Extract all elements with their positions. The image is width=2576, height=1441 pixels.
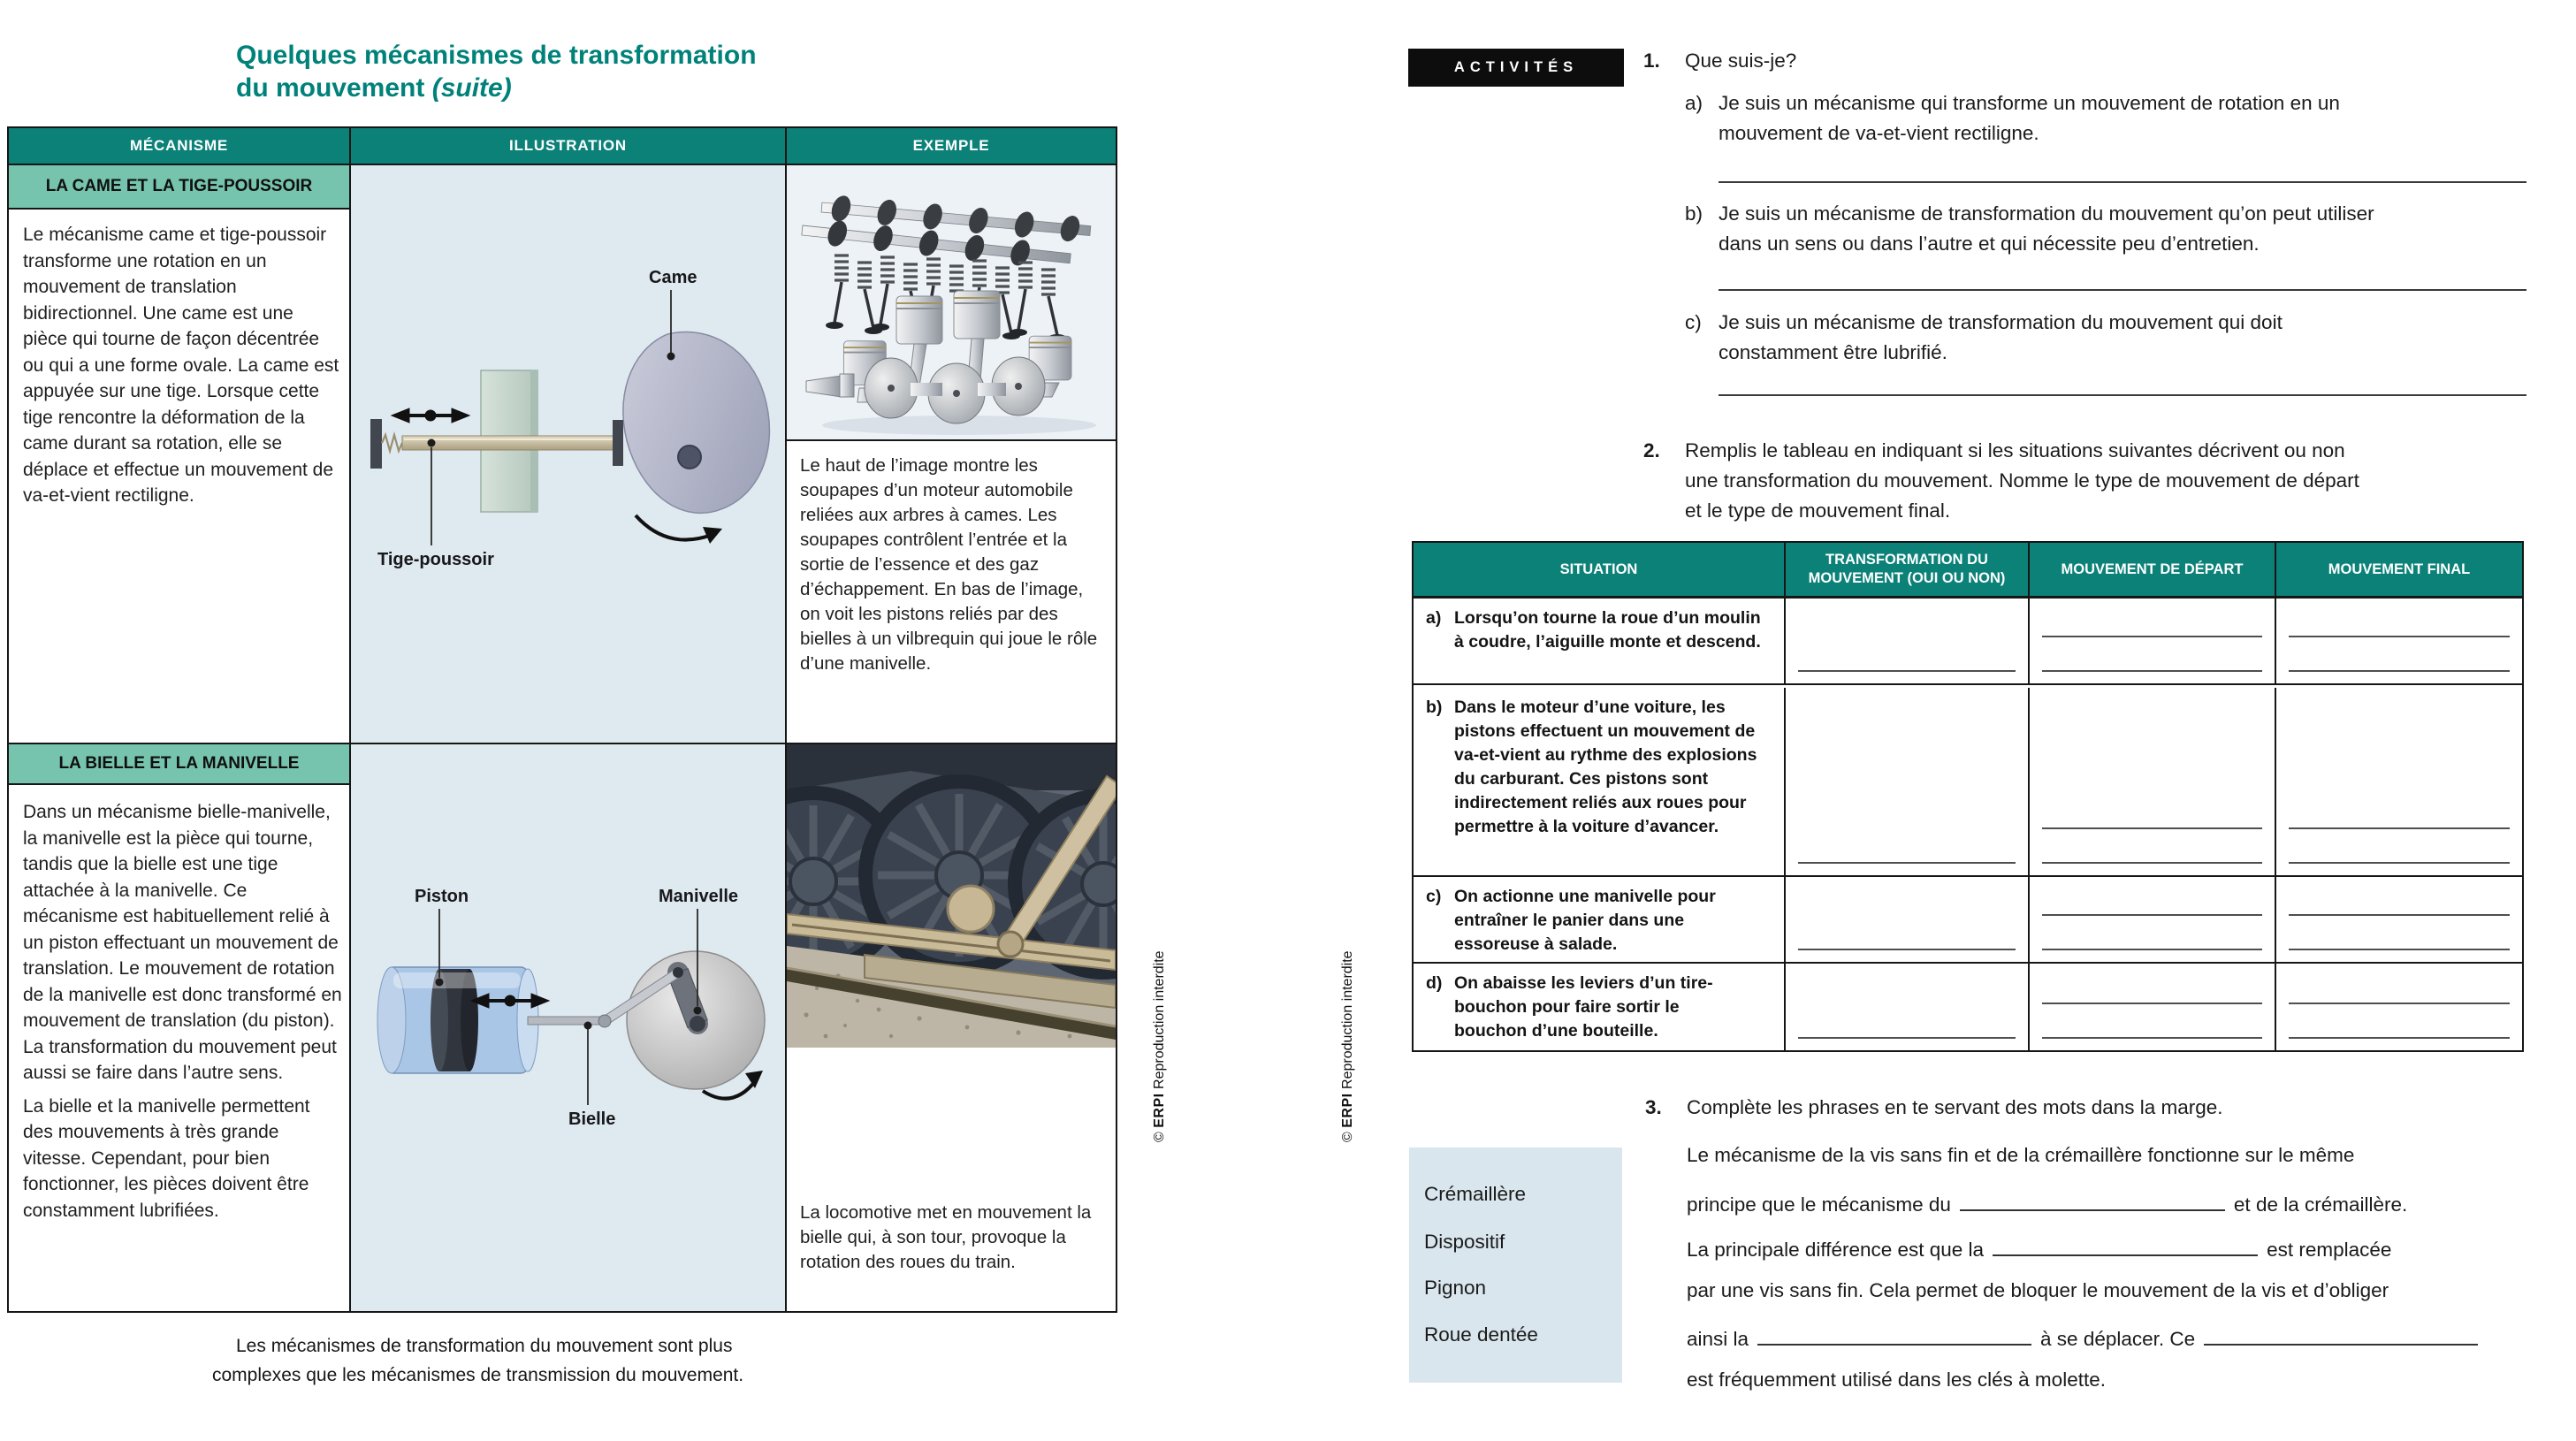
- q2-row-b-depart: [2030, 688, 2276, 878]
- tige-poussoir-label: Tige-poussoir: [377, 550, 494, 569]
- q2-row-c-depart: [2030, 877, 2276, 964]
- manivelle-pointer-dot: [694, 1007, 702, 1015]
- footer-note-line1: Les mécanismes de transformation du mouvement sont plus: [236, 1336, 733, 1356]
- q3-question: Complète les phrases en te servant des mots dans la marge.: [1687, 1096, 2223, 1118]
- came-pointer-dot: [667, 353, 675, 361]
- rotation-arrow: [636, 515, 722, 544]
- q2-row-b-label: b): [1426, 697, 1443, 717]
- q2-line1: Remplis le tableau en indiquant si les situations suivantes décrivent ou non: [1685, 439, 2345, 461]
- answer-blank[interactable]: [2289, 949, 2510, 950]
- q1-number: 1.: [1643, 50, 1660, 72]
- q1a-line2: mouvement de va-et-vient rectiligne.: [1719, 122, 2039, 144]
- answer-blank[interactable]: [2042, 670, 2262, 672]
- mechanism-table: [7, 126, 1117, 1313]
- q1a-label: a): [1685, 92, 1703, 114]
- bielle-description-p2: La bielle et la manivelle permettent des mouvements à très grande vitesse. Cependant, pour bien fonctionner, les pièces doivent être constamment lubrifiées.: [23, 1095, 310, 1221]
- q3-number: 3.: [1645, 1096, 1662, 1118]
- answer-blank[interactable]: [2289, 914, 2510, 916]
- copyright-left: © ERPI Reproduction interdite: [1152, 950, 1167, 1142]
- came-example-caption: Le haut de l’image montre les soupapes d’un moteur automobile reliées aux arbres à cames. Les soupapes contrôlent l’entrée et la sortie de l’essence et des gaz d’échappement. En bas de l’image, on voit les pistons reliés par des bielles à un vilbrequin qui joue le rôle d’une manivelle.: [800, 455, 1098, 674]
- back-and-forth-arrow: [392, 408, 469, 423]
- bielle-description-p1: Dans un mécanisme bielle-manivelle, la manivelle est la pièce qui tourne, tandis que la bielle est une tige attachée à la manivelle. Ce mécanisme est habituellement relié à un piston effectuant un mouvement de translation. Le mouvement de rotation de la manivelle est donc transformé en mouvement de translation (du piston). La transformation du mouvement peut aussi se faire dans l’autre sens.: [23, 802, 342, 1083]
- answer-blank[interactable]: [1960, 1189, 2225, 1211]
- piston-label: Piston: [415, 887, 469, 906]
- q3-fill-line4: par une vis sans fin. Cela permet de bloquer le mouvement de la vis et d’obliger: [1687, 1279, 2389, 1301]
- q1c-label: c): [1685, 311, 1702, 333]
- column-header-illustration: ILLUSTRATION: [351, 128, 787, 165]
- activities-badge: ACTIVITÉS: [1408, 49, 1624, 87]
- cell-mecanisme-bielle: [9, 744, 351, 1311]
- page-title-suite: (suite): [431, 73, 512, 103]
- q2-row-d-oui-non: [1786, 964, 2030, 1050]
- answer-blank[interactable]: [2042, 1037, 2262, 1039]
- answer-blank[interactable]: [2204, 1323, 2478, 1346]
- column-header-exemple: EXEMPLE: [787, 128, 1116, 165]
- q2-header-final: MOUVEMENT FINAL: [2276, 543, 2522, 599]
- tige-pointer-dot: [428, 439, 436, 447]
- q1b-line2: dans un sens ou dans l’autre et qui nécessite peu d’entretien.: [1719, 233, 2260, 255]
- return-spring: [382, 435, 402, 451]
- word-bank-item: Roue dentée: [1424, 1323, 1538, 1346]
- word-bank: [1409, 1147, 1622, 1383]
- answer-blank[interactable]: [2042, 914, 2262, 916]
- locomotive-photo-graphic: [787, 744, 1116, 1048]
- q1a-line1: Je suis un mécanisme qui transforme un mouvement de rotation en un: [1719, 92, 2340, 114]
- rod-joint: [998, 932, 1023, 957]
- answer-blank[interactable]: [1798, 1037, 2016, 1039]
- q2-number: 2.: [1643, 439, 1660, 461]
- q2-row-c-final: [2276, 877, 2522, 964]
- answer-blank[interactable]: [1757, 1323, 2031, 1346]
- answer-blank[interactable]: [2289, 827, 2510, 829]
- q2-row-d-depart: [2030, 964, 2276, 1050]
- q2-row-a-label: a): [1426, 608, 1442, 628]
- cam-pushrod-illustration: [351, 165, 787, 743]
- answer-blank[interactable]: [1798, 949, 2016, 950]
- manivelle-label: Manivelle: [659, 887, 739, 906]
- answer-blank[interactable]: [2289, 670, 2510, 672]
- bielle-example-caption: La locomotive met en mouvement la bielle qui, à son tour, provoque la rotation des roues du train.: [800, 1202, 1092, 1272]
- answer-blank[interactable]: [2042, 949, 2262, 950]
- row-header-came: LA CAME ET LA TIGE-POUSSOIR: [9, 165, 349, 210]
- word-bank-item: Dispositif: [1424, 1231, 1505, 1253]
- answer-blank[interactable]: [2042, 827, 2262, 829]
- answer-blank[interactable]: [2289, 862, 2510, 864]
- answer-blank[interactable]: [2289, 636, 2510, 637]
- q2-row-a-final: [2276, 599, 2522, 685]
- page-title-line2: du mouvement (suite): [236, 73, 512, 103]
- q2-table: [1412, 541, 2524, 1052]
- came-description: Le mécanisme came et tige-poussoir transforme une rotation en un mouvement de translation bidirectionnel. Une came est une pièce qui tourne de façon décentrée ou qui a une forme ovale. La came est appuyée sur une tige. Lorsque cette tige rencontre la déformation de la came durant sa rotation, elle se déplace et effectue un mouvement de va-et-vient rectiligne.: [23, 225, 339, 506]
- answer-blank[interactable]: [1798, 670, 2016, 672]
- answer-blank[interactable]: [2289, 1037, 2510, 1039]
- cell-exemple-bielle: [787, 744, 1116, 1311]
- piston-cylinder: [377, 967, 538, 1073]
- q2-line2: une transformation du mouvement. Nomme le type de mouvement de départ: [1685, 469, 2359, 492]
- q3-fill-line3: La principale différence est que la est remplacée: [1687, 1234, 2391, 1262]
- cell-exemple-came: [787, 165, 1116, 744]
- came-label: Came: [649, 268, 697, 287]
- q2-line3: et le type de mouvement final.: [1685, 499, 1951, 522]
- q1a-answer-line[interactable]: [1719, 181, 2526, 183]
- answer-blank[interactable]: [2289, 1003, 2510, 1004]
- q2-row-a-situation: a) Lorsqu’on tourne la roue d’un moulin à coudre, l’aiguille monte et descend.: [1414, 599, 1786, 685]
- wall-anchor: [370, 419, 382, 469]
- crank-rod-illustration: [351, 744, 787, 1311]
- q2-row-d-situation: d) On abaisse les leviers d’un tire-bouchon pour faire sortir le bouchon d’une bouteille.: [1414, 964, 1786, 1050]
- q2-row-b-final: [2276, 688, 2522, 878]
- row-header-bielle: LA BIELLE ET LA MANIVELLE: [9, 744, 349, 785]
- q2-row-d-label: d): [1426, 973, 1443, 993]
- q1c-line2: constamment être lubrifié.: [1719, 341, 1947, 363]
- word-bank-item: Crémaillère: [1424, 1183, 1527, 1205]
- q1b-answer-line[interactable]: [1719, 289, 2526, 291]
- answer-blank[interactable]: [2042, 862, 2262, 864]
- cell-illustration-came: [351, 165, 787, 744]
- footer-note-line2: complexes que les mécanismes de transmission du mouvement.: [212, 1365, 744, 1385]
- locomotive-photo: [787, 744, 1116, 1048]
- q2-row-b-situation: b) Dans le moteur d’une voiture, les pistons effectuent un mouvement de va-et-vient au rythme des explosions du carburant. Ces pistons sont indirectement reliés aux roues pour permettre à la voiture d’avancer.: [1414, 688, 1786, 878]
- q1c-line1: Je suis un mécanisme de transformation du mouvement qui doit: [1719, 311, 2283, 333]
- column-header-mecanisme: MÉCANISME: [9, 128, 351, 165]
- q2-row-a-depart: [2030, 599, 2276, 685]
- q1b-label: b): [1685, 202, 1703, 225]
- q2-row-d-final: [2276, 964, 2522, 1050]
- cam-shape: [599, 311, 787, 530]
- answer-blank[interactable]: [2042, 636, 2262, 637]
- q1c-answer-line[interactable]: [1719, 394, 2526, 396]
- q2-row-c-oui-non: [1786, 877, 2030, 964]
- bielle-label: Bielle: [568, 1109, 616, 1129]
- copyright-right: © ERPI Reproduction interdite: [1340, 950, 1355, 1142]
- answer-blank[interactable]: [2042, 1003, 2262, 1004]
- engine-photo-graphic: [787, 165, 1116, 439]
- q1-question: Que suis-je?: [1685, 50, 1797, 72]
- bielle-pointer-dot: [584, 1022, 592, 1030]
- q2-row-c-situation: c) On actionne une manivelle pour entraîner le panier dans une essoreuse à salade.: [1414, 877, 1786, 964]
- word-bank-item: Pignon: [1424, 1277, 1487, 1299]
- q1b-line1: Je suis un mécanisme de transformation du mouvement qu’on peut utiliser: [1719, 202, 2374, 225]
- back-and-forth-arrow: [471, 994, 549, 1008]
- erpi-brand: ERPI: [1340, 1093, 1355, 1128]
- cell-illustration-bielle: [351, 744, 787, 1311]
- cell-mecanisme-came: [9, 165, 351, 744]
- q2-row-c-label: c): [1426, 887, 1442, 906]
- q2-row-a-oui-non: [1786, 599, 2030, 685]
- page-title: [236, 39, 757, 104]
- answer-blank[interactable]: [1993, 1234, 2258, 1256]
- q3-fill-line5: ainsi la à se déplacer. Ce: [1687, 1323, 2487, 1351]
- q2-header-depart: MOUVEMENT DE DÉPART: [2030, 543, 2276, 599]
- q2-header-transformation: TRANSFORMATION DU MOUVEMENT (OUI OU NON): [1786, 543, 2030, 599]
- q2-row-b-oui-non: [1786, 688, 2030, 878]
- page-title-line1: Quelques mécanismes de transformation: [236, 41, 757, 70]
- engine-photo: [787, 165, 1116, 441]
- q3-fill-line1: Le mécanisme de la vis sans fin et de la crémaillère fonctionne sur le même: [1687, 1144, 2355, 1166]
- q3-fill-line6: est fréquemment utilisé dans les clés à molette.: [1687, 1369, 2106, 1391]
- answer-blank[interactable]: [1798, 862, 2016, 864]
- piston-pointer-dot: [436, 979, 444, 987]
- q2-header-situation: SITUATION: [1414, 543, 1786, 599]
- erpi-brand: ERPI: [1152, 1093, 1167, 1128]
- q3-fill-line2: principe que le mécanisme du et de la crémaillère.: [1687, 1189, 2407, 1216]
